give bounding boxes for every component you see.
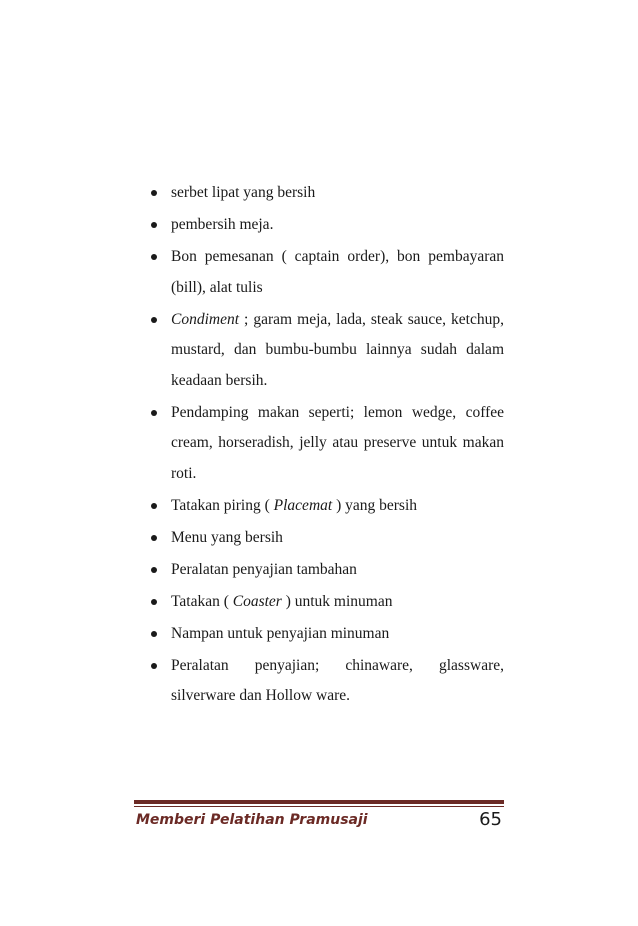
bullet-icon: [151, 254, 157, 260]
bullet-icon: [151, 567, 157, 573]
list-item-text: ; garam meja, lada, steak sauce, ketchup, mustard, dan bumbu-bumbu lainnya sudah dalam keadaan bersih.: [171, 310, 504, 389]
footer-book-title: Memberi Pelatihan Pramusaji: [136, 812, 368, 828]
list-item-emphasis: Coaster: [232, 592, 282, 610]
list-item: [136, 210, 504, 241]
bullet-icon: [151, 190, 157, 196]
footer-divider-thin: [134, 806, 504, 807]
list-item: [136, 178, 504, 209]
list-item-text: Peralatan penyajian tambahan: [171, 560, 357, 578]
list-item: [136, 587, 504, 618]
bullet-icon: [151, 503, 157, 509]
footer-divider-thick: [134, 800, 504, 804]
list-item-text: Tatakan (: [171, 592, 233, 610]
equipment-checklist: [136, 178, 504, 713]
bullet-icon: [151, 222, 157, 228]
bullet-icon: [151, 317, 157, 323]
list-item-text: Bon pemesanan ( captain order), bon pembayaran (bill), alat tulis: [171, 248, 504, 296]
list-item-text: pembersih meja.: [171, 216, 274, 233]
list-item-emphasis: Placemat: [273, 496, 333, 514]
bullet-icon: [151, 535, 157, 541]
bullet-icon: [151, 631, 157, 637]
bullet-icon: [151, 599, 157, 605]
bullet-icon: [151, 663, 157, 669]
list-item: [136, 619, 504, 650]
list-item-text: Tatakan piring (: [171, 496, 274, 514]
list-item: [136, 523, 504, 554]
bullet-icon: [151, 410, 157, 416]
list-item-text: ) untuk minuman: [281, 592, 393, 610]
list-item: [136, 242, 504, 303]
list-item-text: Pendamping makan seperti; lemon wedge, coffee cream, horseradish, jelly atau preserve untuk makan roti.: [171, 403, 504, 482]
list-item-text: ) yang bersih: [332, 496, 417, 514]
list-item-emphasis: Condiment: [171, 310, 240, 328]
list-item: [136, 491, 504, 522]
list-item: [136, 305, 504, 397]
list-item-text: Nampan untuk penyajian minuman: [171, 624, 390, 642]
page-number: 65: [479, 809, 502, 830]
list-item-text: Menu yang bersih: [171, 528, 283, 546]
list-item-text: serbet lipat yang bersih: [171, 184, 316, 201]
list-item: [136, 555, 504, 586]
list-item: [136, 398, 504, 490]
list-item-text: Peralatan penyajian; chinaware, glassware, silverware dan Hollow ware.: [171, 656, 504, 704]
list-item: [136, 651, 504, 712]
